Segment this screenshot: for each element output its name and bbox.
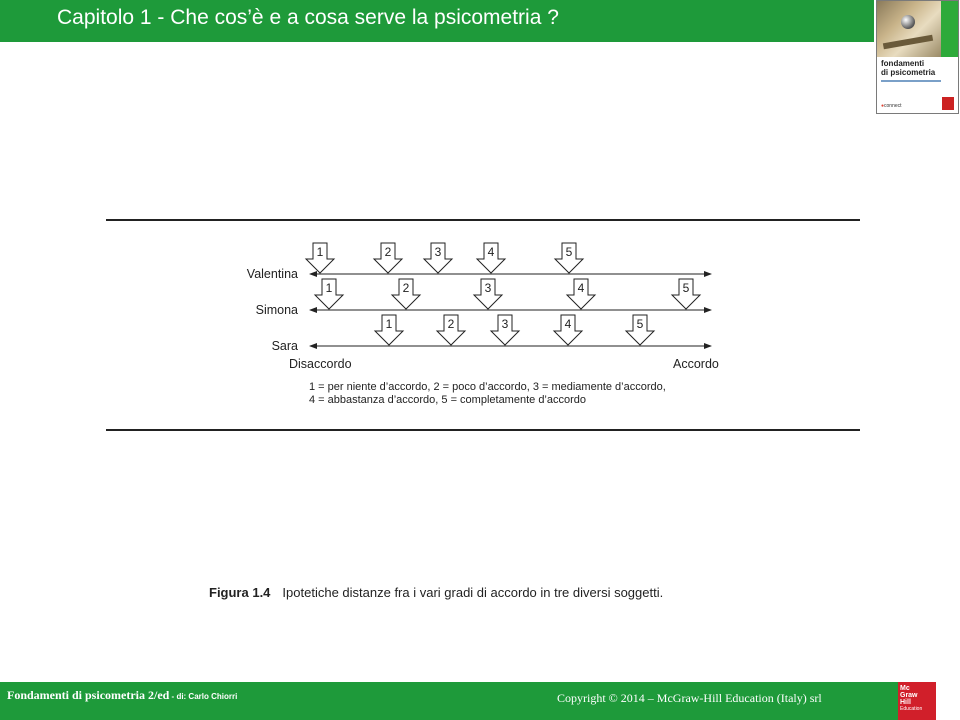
legend-line-1: 1 = per niente d’accordo, 2 = poco d’accordo, 3 = mediamente d’accordo,: [309, 381, 666, 393]
marker-number: 3: [501, 317, 509, 331]
legend-line-2: 4 = abbastanza d’accordo, 5 = completamente d’accordo: [309, 394, 587, 406]
scale-row: [247, 243, 711, 281]
agreement-marker: [672, 279, 700, 309]
figure-caption-text: Ipotetiche distanze fra i vari gradi di accordo in tre diversi soggetti.: [282, 585, 664, 600]
subject-name: Simona: [255, 303, 298, 317]
marker-number: 5: [682, 281, 690, 295]
marker-number: 4: [577, 281, 585, 295]
logo-line-1: Mc: [900, 685, 910, 692]
right-end-label: Accordo: [673, 357, 719, 371]
agreement-marker: [626, 315, 654, 345]
marker-number: 2: [447, 317, 455, 331]
marker-number: 2: [384, 245, 392, 259]
subject-name: Valentina: [246, 267, 298, 281]
agreement-marker: [424, 243, 452, 273]
agreement-marker: [554, 315, 582, 345]
agreement-marker: [375, 315, 403, 345]
book-cover-connect-text: connect: [884, 103, 902, 109]
agreement-marker: [474, 279, 502, 309]
marker-number: 1: [316, 245, 324, 259]
figure-caption-label: Figura 1.4: [209, 585, 271, 600]
agreement-marker: [477, 243, 505, 273]
agreement-marker: [555, 243, 583, 273]
scale-row: [272, 315, 711, 353]
marker-number: 1: [385, 317, 393, 331]
logo-line-3: Hill: [900, 699, 911, 706]
marker-number: 4: [487, 245, 495, 259]
left-end-label: Disaccordo: [289, 357, 352, 371]
marker-number: 5: [636, 317, 644, 331]
subject-name: Sara: [271, 339, 298, 353]
logo-line-4: Education: [900, 706, 923, 712]
mcgraw-hill-logo-icon: [898, 682, 936, 720]
footer-book-title-text: Fondamenti di psicometria 2/ed: [7, 688, 170, 702]
scale-rows: [247, 243, 711, 353]
marker-number: 4: [564, 317, 572, 331]
agreement-marker: [567, 279, 595, 309]
footer-book-title: [7, 688, 237, 703]
book-cover-title-line1: fondamenti: [881, 59, 925, 68]
footer-copyright: Copyright © 2014 – McGraw-Hill Education (Italy) srl: [557, 691, 822, 705]
agreement-marker: [437, 315, 465, 345]
figure-caption: [209, 585, 663, 600]
agreement-marker: [306, 243, 334, 273]
footer-author: - di: Carlo Chiorri: [169, 692, 238, 701]
footer-bar: [0, 682, 898, 720]
scale-row: [256, 279, 711, 317]
marker-number: 3: [484, 281, 492, 295]
logo-line-2: Graw: [900, 692, 918, 699]
book-cover-title-line2: di psicometria: [881, 68, 936, 77]
marker-number: 1: [325, 281, 333, 295]
marker-number: 3: [434, 245, 442, 259]
agreement-marker: [374, 243, 402, 273]
connect-logo-icon: ●: [881, 103, 885, 109]
page-title: Capitolo 1 - Che cos’è e a cosa serve la psicometria ?: [57, 6, 559, 29]
marker-number: 2: [402, 281, 410, 295]
agreement-marker: [491, 315, 519, 345]
agreement-marker: [392, 279, 420, 309]
agreement-marker: [315, 279, 343, 309]
marker-number: 5: [565, 245, 573, 259]
